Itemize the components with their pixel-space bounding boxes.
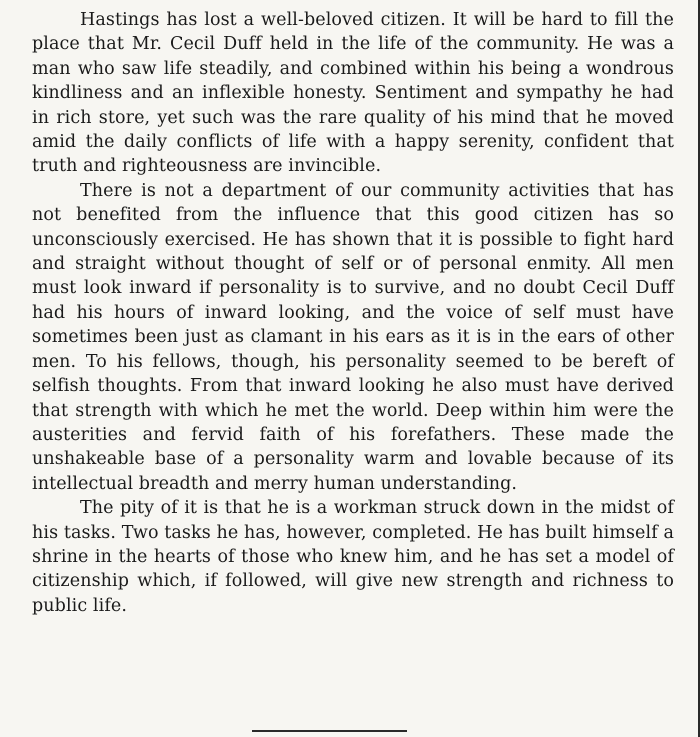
article-paragraph-3: The pity of it is that he is a workman struck down in the midst of his tasks. Two tasks he has, however, completed. He has built himself a shrine in the hearts of those who knew him, and he has set a model of citizenship which, if followed, will give new strength and richness to public life. <box>32 498 674 616</box>
section-divider-rule <box>252 730 407 732</box>
editorial-article <box>32 8 674 618</box>
article-paragraph-1: Hastings has lost a well-beloved citizen. It will be hard to fill the place that Mr. Cecil Duff held in the life of the community. He was a man who saw life steadily, and combined within his being a wondrous kindliness and an inflexible honesty. Sentiment and sympathy he had in rich store, yet such was the rare quality of his mind that he moved amid the daily conflicts of life with a happy serenity, confident that truth and righteousness are invincible. <box>32 10 674 177</box>
article-paragraph-2: There is not a department of our community activities that has not benefited from the influence that this good citizen has so unconsciously exercised. He has shown that it is possible to fight hard and straight without thought of self or of personal enmity. All men must look inward if personality is to survive, and no doubt Cecil Duff had his hours of inward looking, and the voice of self must have sometimes been just as clamant in his ears as it is in the ears of other men. To his fellows, though, his personality seemed to be bereft of selfish thoughts. From that inward looking he also must have derived that strength with which he met the world. Deep within him were the austerities and fervid faith of his forefathers. These made the unshakeable base of a personality warm and lovable because of its intellectual breadth and merry human understanding. <box>32 180 674 494</box>
